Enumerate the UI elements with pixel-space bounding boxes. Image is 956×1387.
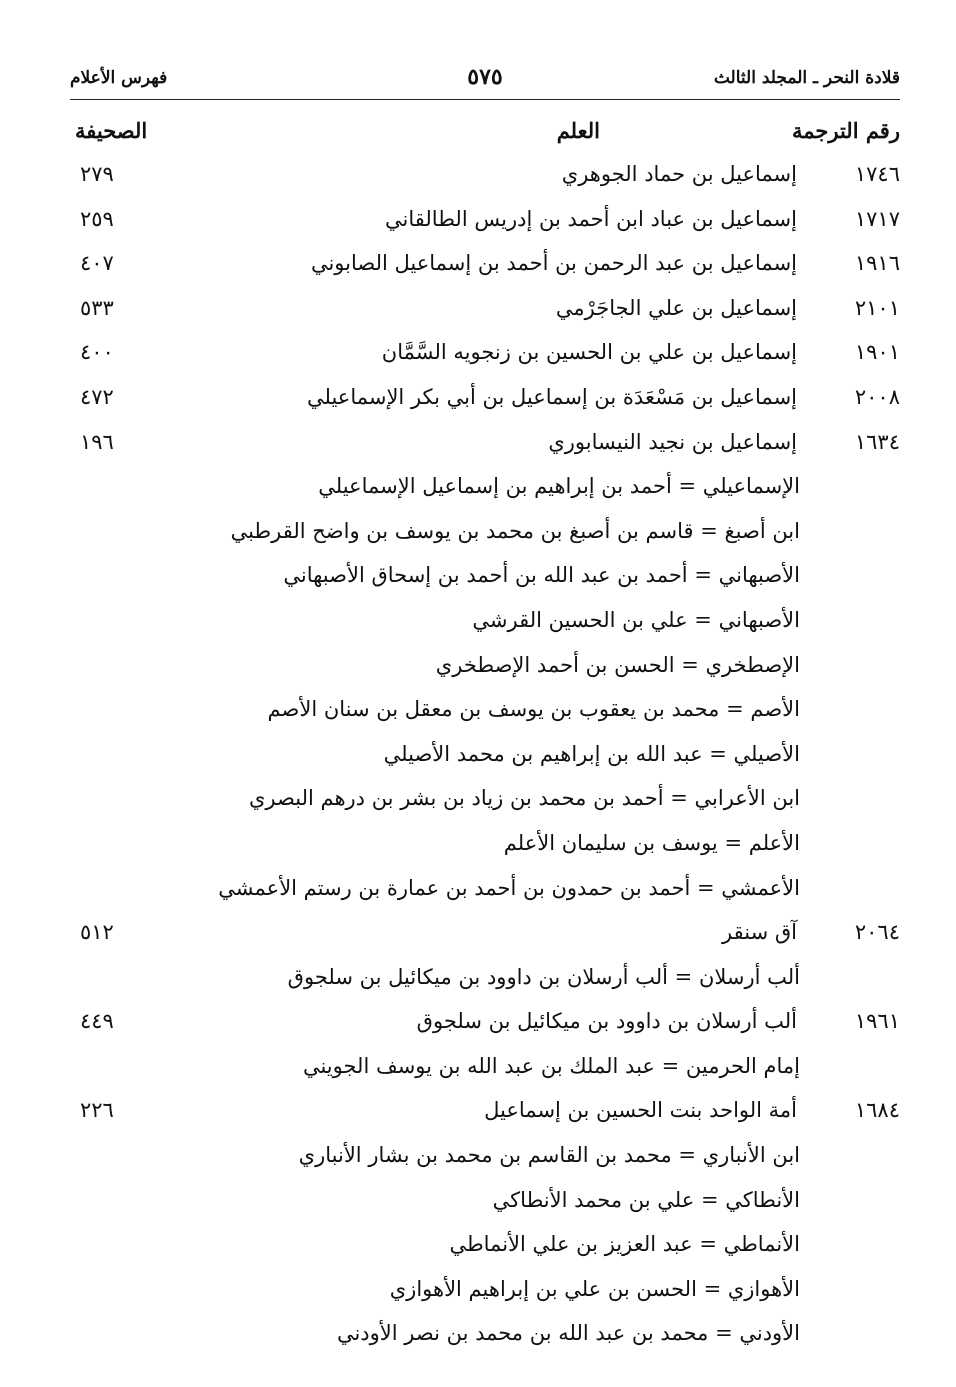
entry-page: ٢٢٦ <box>80 1098 114 1123</box>
cross-reference-row <box>70 1321 900 1366</box>
cross-reference-row <box>70 742 900 787</box>
book-title: قلادة النحر ـ المجلد الثالث <box>713 68 900 88</box>
entry-name: أمة الواحد بنت الحسين بن إسماعيل <box>484 1098 797 1123</box>
cross-reference-text: الإصطخري = الحسن بن أحمد الإصطخري <box>435 652 800 677</box>
index-row <box>70 251 900 296</box>
cross-reference-row <box>70 831 900 876</box>
cross-reference-text: الأعلم = يوسف بن سليمان الأعلم <box>503 830 800 855</box>
cross-reference-row <box>70 1054 900 1099</box>
cross-reference-row <box>70 1277 900 1322</box>
cross-reference-row <box>70 519 900 564</box>
header-rule <box>70 99 900 100</box>
entry-page: ٤٠٧ <box>80 251 114 276</box>
entry-name: ألب أرسلان بن داوود بن ميكائيل بن سلجوق <box>416 1009 797 1034</box>
entry-number: ١٧١٧ <box>854 206 900 231</box>
entry-name: إسماعيل بن علي الجاجَرْمي <box>555 295 797 320</box>
column-header-page: الصحيفة <box>75 118 148 143</box>
entry-name: إسماعيل بن مَسْعَدَة بن إسماعيل بن أبي بكر الإسماعيلي <box>307 384 797 409</box>
cross-reference-row <box>70 474 900 519</box>
cross-reference-text: إمام الحرمين = عبد الملك بن عبد الله بن يوسف الجويني <box>302 1053 800 1078</box>
index-row <box>70 385 900 430</box>
cross-reference-row <box>70 563 900 608</box>
cross-reference-row <box>70 876 900 921</box>
cross-reference-row <box>70 786 900 831</box>
entry-number: ٢٠٦٤ <box>854 920 900 945</box>
entry-number: ١٧٤٦ <box>854 162 900 186</box>
entry-number: ٢١٠١ <box>854 295 900 320</box>
entry-number: ١٩٦١ <box>854 1009 900 1034</box>
cross-reference-text: الأنطاكي = علي بن محمد الأنطاكي <box>492 1187 800 1212</box>
cross-reference-row <box>70 965 900 1010</box>
running-header <box>70 64 900 94</box>
entry-name: آق سنقر <box>722 920 797 945</box>
entry-name: إسماعيل بن علي بن الحسين بن زنجويه السَّمَّان <box>381 340 797 365</box>
entry-page: ٢٥٩ <box>80 206 114 231</box>
cross-reference-text: الأصم = محمد بن يعقوب بن يوسف بن معقل بن سنان الأصم <box>267 697 800 722</box>
cross-reference-text: ألب أرسلان = ألب أرسلان بن داوود بن ميكائيل بن سلجوق <box>287 964 800 989</box>
cross-reference-text: الإسماعيلي = أحمد بن إبراهيم بن إسماعيل الإسماعيلي <box>318 474 800 499</box>
index-row <box>70 340 900 385</box>
column-headers <box>70 118 900 152</box>
cross-reference-text: الأودني = محمد بن عبد الله بن محمد بن نصر الأودني <box>336 1321 800 1346</box>
page-number: ٥٧٥ <box>467 64 503 90</box>
entry-name: إسماعيل بن نجيد النيسابوري <box>548 429 797 454</box>
entry-number: ١٩١٦ <box>854 251 900 276</box>
cross-reference-row <box>70 697 900 742</box>
cross-reference-row <box>70 653 900 698</box>
cross-reference-text: ابن الأعرابي = أحمد بن محمد بن زياد بن بشر بن درهم البصري <box>249 786 800 811</box>
cross-reference-text: الأنماطي = عبد العزيز بن علي الأنماطي <box>449 1232 800 1257</box>
cross-reference-text: الأصبهاني = أحمد بن عبد الله بن أحمد بن إسحاق الأصبهاني <box>283 563 800 588</box>
index-row <box>70 162 900 207</box>
column-header-name: العلم <box>556 118 600 143</box>
section-title: فهرس الأعلام <box>70 68 168 88</box>
entry-page: ١٩٦ <box>80 429 114 454</box>
entry-page: ٤٠٠ <box>80 340 114 365</box>
entry-page: ٤٤٩ <box>80 1009 114 1034</box>
entry-number: ١٦٨٤ <box>854 1098 900 1123</box>
cross-reference-text: الأعمشي = أحمد بن حمدون بن أحمد بن عمارة بن رستم الأعمشي <box>218 875 800 900</box>
entry-name: إسماعيل بن عباد ابن أحمد بن إدريس الطالقاني <box>385 206 797 231</box>
entry-page: ٥١٢ <box>80 920 114 945</box>
entry-number: ٢٠٠٨ <box>854 384 900 409</box>
cross-reference-text: الأصبهاني = علي بن الحسين القرشي <box>472 607 800 632</box>
cross-reference-row <box>70 608 900 653</box>
entry-page: ٤٧٢ <box>80 384 114 409</box>
entry-page: ٥٣٣ <box>80 295 114 320</box>
index-row <box>70 1009 900 1054</box>
cross-reference-text: ابن أصبغ = قاسم بن أصبغ بن محمد بن يوسف بن واضح القرطبي <box>230 518 800 543</box>
cross-reference-text: الأصيلي = عبد الله بن إبراهيم بن محمد الأصيلي <box>383 741 800 766</box>
index-row <box>70 920 900 965</box>
index-row <box>70 296 900 341</box>
entry-number: ١٦٣٤ <box>854 429 900 454</box>
index-row <box>70 430 900 475</box>
entry-page: ٢٧٩ <box>80 162 114 186</box>
entry-name: إسماعيل بن عبد الرحمن بن أحمد بن إسماعيل الصابوني <box>310 251 797 276</box>
index-row <box>70 207 900 252</box>
cross-reference-text: ابن الأنباري = محمد بن القاسم بن محمد بن بشار الأنباري <box>298 1143 800 1168</box>
index-entries <box>70 162 900 1366</box>
column-header-number: رقم الترجمة <box>791 118 900 143</box>
entry-number: ١٩٠١ <box>854 340 900 365</box>
index-row <box>70 1098 900 1143</box>
cross-reference-text: الأهوازي = الحسن بن علي بن إبراهيم الأهوازي <box>389 1276 800 1301</box>
cross-reference-row <box>70 1232 900 1277</box>
cross-reference-row <box>70 1143 900 1188</box>
entry-name: إسماعيل بن حماد الجوهري <box>561 162 797 186</box>
cross-reference-row <box>70 1188 900 1233</box>
